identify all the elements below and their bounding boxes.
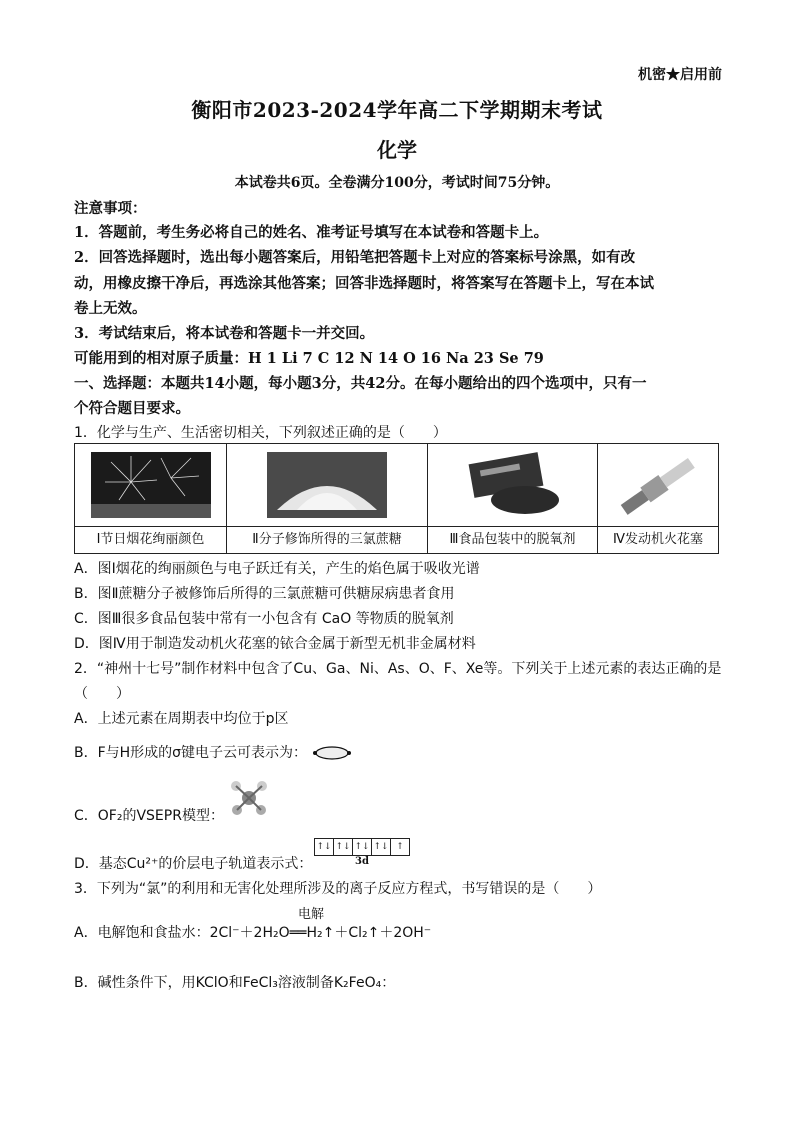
orbital-box-1: ↑↓ [315, 839, 334, 855]
q2-option-a: A．上述元素在周期表中均位于p区 [74, 711, 289, 727]
orbital-diagram [314, 836, 410, 867]
sucralose-powder-image [267, 452, 387, 518]
caption-3: Ⅲ食品包装中的脱氧剂 [428, 526, 597, 553]
orbital-box-3: ↑↓ [353, 839, 372, 855]
q2-option-b-text: B．F与H形成的σ键电子云可表示为： [74, 745, 308, 761]
note-2-line3: 卷上无效。 [74, 300, 147, 317]
q1-stem: 1．化学与生产、生活密切相关，下列叙述正确的是（ ） [74, 425, 447, 441]
notes-heading: 注意事项： [74, 200, 147, 217]
q3-option-a-equation: 2Cl⁻＋2H₂O══H₂↑＋Cl₂↑＋2OH⁻ [209, 925, 432, 941]
note-2-line2: 动，用橡皮擦干净后，再选涂其他答案；回答非选择题时，将答案写在答题卡上，写在本试 [74, 275, 654, 292]
figure-2-cell [227, 444, 428, 554]
caption-1: Ⅰ节日烟花绚丽颜色 [75, 526, 226, 553]
q3-stem: 3．下列为“氯”的利用和无害化处理所涉及的离子反应方程式，书写错误的是（ ） [74, 881, 602, 897]
figure-1-cell [75, 444, 227, 554]
figure-4-cell [598, 444, 719, 554]
spark-plug-image [608, 452, 708, 518]
orbital-label: 3d [355, 855, 369, 867]
caption-2: Ⅱ分子修饰所得的三氯蔗糖 [227, 526, 427, 553]
section1-line2: 个符合题目要求。 [74, 400, 190, 417]
sigma-bond-orbital-icon [312, 745, 352, 761]
orbital-box-4: ↑↓ [372, 839, 391, 855]
q1-option-a: A．图Ⅰ烟花的绚丽颜色与电子跃迁有关，产生的焰色属于吸收光谱 [74, 561, 480, 577]
q2-option-b [74, 742, 352, 762]
3d-orbital-boxes [314, 838, 410, 856]
orbital-box-2: ↑↓ [334, 839, 353, 855]
caption-4: Ⅳ发动机火花塞 [598, 526, 718, 553]
q2-option-d: D．基态Cu²⁺的价层电子轨道表示式： [74, 856, 313, 872]
q3-option-a-prefix: A．电解饱和食盐水： [74, 925, 210, 941]
electrolysis-condition: 电解 [298, 907, 325, 922]
note-2-line1: 2．回答选择题时，选出每小题答案后，用铅笔把答题卡上对应的答案标号涂黑，如有改 [74, 249, 636, 266]
subject-title: 化学 [377, 138, 417, 162]
exam-info: 本试卷共6页。全卷满分100分，考试时间75分钟。 [234, 175, 560, 191]
atomic-masses: 可能用到的相对原子质量：H 1 Li 7 C 12 N 14 O 16 Na 23 Se 79 [74, 350, 544, 367]
confidential-label: 机密★启用前 [638, 67, 722, 83]
figure-3-cell [428, 444, 598, 554]
q3-option-b: B．碱性条件下，用KClO和FeCl₃溶液制备K₂FeO₄： [74, 975, 396, 991]
q2-stem-line1: 2．“神州十七号”制作材料中包含了Cu、Ga、Ni、As、O、F、Xe等。下列关于上述元素的表达正确的是 [74, 661, 722, 677]
q1-figure-table [74, 443, 719, 554]
q2-stem-line2: （ ） [74, 686, 130, 702]
q2-option-c: C．OF₂的VSEPR模型： [74, 808, 224, 824]
deoxidizer-packet-image [453, 452, 573, 518]
q1-option-d: D．图Ⅳ用于制造发动机火花塞的铱合金属于新型无机非金属材料 [74, 636, 476, 652]
q1-option-c: C．图Ⅲ很多食品包装中常有一小包含有 CaO 等物质的脱氧剂 [74, 611, 454, 627]
section1-line1: 一、选择题：本题共14小题，每小题3分，共42分。在每小题给出的四个选项中，只有一 [74, 375, 647, 392]
note-1: 1．答题前，考生务必将自己的姓名、准考证号填写在本试卷和答题卡上。 [74, 224, 549, 241]
q1-option-b: B．图Ⅱ蔗糖分子被修饰后所得的三氯蔗糖可供糖尿病患者食用 [74, 586, 455, 602]
vsepr-model-icon [228, 778, 270, 816]
exam-title: 衡阳市2023-2024学年高二下学期期末考试 [191, 98, 603, 122]
fireworks-image [91, 452, 211, 518]
q3-option-a [74, 922, 431, 942]
orbital-box-5: ↑ [396, 841, 404, 852]
note-3: 3．考试结束后，将本试卷和答题卡一并交回。 [74, 325, 375, 342]
